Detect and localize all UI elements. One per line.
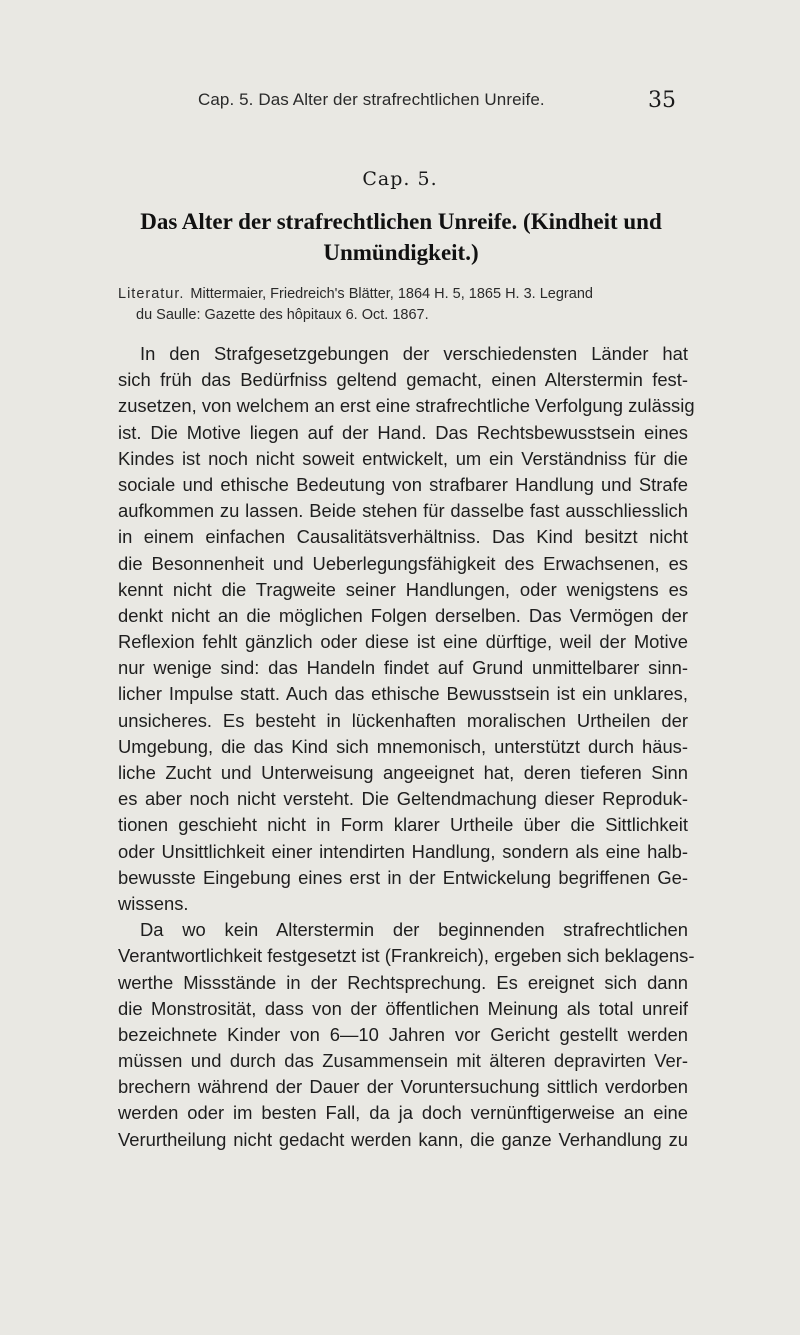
text-line: Verantwortlichkeit festgesetzt ist (Frankreich), ergeben sich beklagens- xyxy=(118,945,695,967)
chapter-label: Cap. 5. xyxy=(362,168,438,190)
running-head: Cap. 5. Das Alter der strafrechtlichen Unreife. xyxy=(198,90,545,109)
page-number: 35 xyxy=(648,88,676,113)
text-line: licher Impulse statt. Auch das ethische Bewusstsein ist ein unklares, xyxy=(118,683,688,705)
text-line: Reflexion fehlt gänzlich oder diese ist eine dürftige, weil der Motive xyxy=(118,631,688,653)
text-line: in einem einfachen Causalitätsverhältniss. Das Kind besitzt nicht xyxy=(118,526,688,548)
text-line: die Besonnenheit und Ueberlegungsfähigkeit des Erwachsenen, es xyxy=(118,552,688,574)
text-line: Umgebung, die das Kind sich mnemonisch, unterstützt durch häus- xyxy=(118,735,688,757)
chapter-title xyxy=(118,206,684,268)
chapter-title-line-1: Das Alter der strafrechtlichen Unreife. (Kindheit und xyxy=(140,209,662,234)
literature-references: Mittermaier, Friedreich's Blätter, 1864 H. 5, 1865 H. 3. Legrand xyxy=(190,286,593,302)
chapter-title-line-2: Unmündigkeit.) xyxy=(323,240,479,265)
text-line: zusetzen, von welchem an erst eine strafrechtliche Verfolgung zulässig xyxy=(118,395,695,417)
text-line: die Monstrosität, dass von der öffentlichen Meinung als total unreif xyxy=(118,997,688,1019)
text-line: Da wo kein Alterstermin der beginnenden strafrechtlichen xyxy=(140,919,688,941)
text-line: bewusste Eingebung eines erst in der Entwickelung begriffenen Ge- xyxy=(118,866,688,888)
text-line: liche Zucht und Unterweisung angeeignet hat, deren tieferen Sinn xyxy=(118,762,688,783)
literature-line-2: du Saulle: Gazette des hôpitaux 6. Oct. 1867. xyxy=(136,307,429,323)
text-line: sociale und ethische Bedeutung von strafbarer Handlung und Strafe xyxy=(118,473,688,495)
text-line: sich früh das Bedürfniss geltend gemacht, einen Alterstermin fest- xyxy=(118,369,688,391)
text-line: nur wenige sind: das Handeln findet auf Grund unmittelbarer sinn- xyxy=(118,657,688,679)
literature-line-1 xyxy=(118,284,684,305)
literature-label: Literatur. xyxy=(118,286,185,302)
text-line: wissens. xyxy=(118,892,189,914)
text-line: müssen und durch das Zusammensein mit älteren depravirten Ver- xyxy=(118,1050,688,1072)
text-line: unsicheres. Es besteht in lückenhaften moralischen Urtheilen der xyxy=(118,709,688,731)
text-line: aufkommen zu lassen. Beide stehen für dasselbe fast ausschliesslich xyxy=(118,500,688,522)
literature-note xyxy=(118,284,684,326)
text-line: brechern während der Dauer der Voruntersuchung sittlich verdorben xyxy=(118,1076,688,1098)
text-line: tionen geschieht nicht in Form klarer Urtheile über die Sittlichkeit xyxy=(118,814,688,836)
text-line: ist. Die Motive liegen auf der Hand. Das Rechtsbewusstsein eines xyxy=(118,421,688,443)
text-line: Kindes ist noch nicht soweit entwickelt, um ein Verständniss für die xyxy=(118,447,688,469)
text-line: werthe Missstände in der Rechtsprechung. Es ereignet sich dann xyxy=(118,971,688,993)
text-line: bezeichnete Kinder von 6—10 Jahren vor Gericht gestellt werden xyxy=(118,1023,688,1045)
text-line: werden oder im besten Fall, da ja doch vernünftigerweise an eine xyxy=(118,1102,688,1124)
body-text xyxy=(118,341,695,1153)
text-line: Verurtheilung nicht gedacht werden kann, die ganze Verhandlung zu xyxy=(118,1128,688,1150)
text-line: In den Strafgesetzgebungen der verschiedensten Länder hat xyxy=(140,343,688,364)
text-line: denkt nicht an die möglichen Folgen derselben. Das Vermögen der xyxy=(118,604,688,626)
text-line: es aber noch nicht versteht. Die Geltendmachung dieser Reproduk- xyxy=(118,788,688,810)
text-line: kennt nicht die Tragweite seiner Handlungen, oder wenigstens es xyxy=(118,578,688,600)
text-line: oder Unsittlichkeit einer intendirten Handlung, sondern als eine halb- xyxy=(118,840,688,862)
